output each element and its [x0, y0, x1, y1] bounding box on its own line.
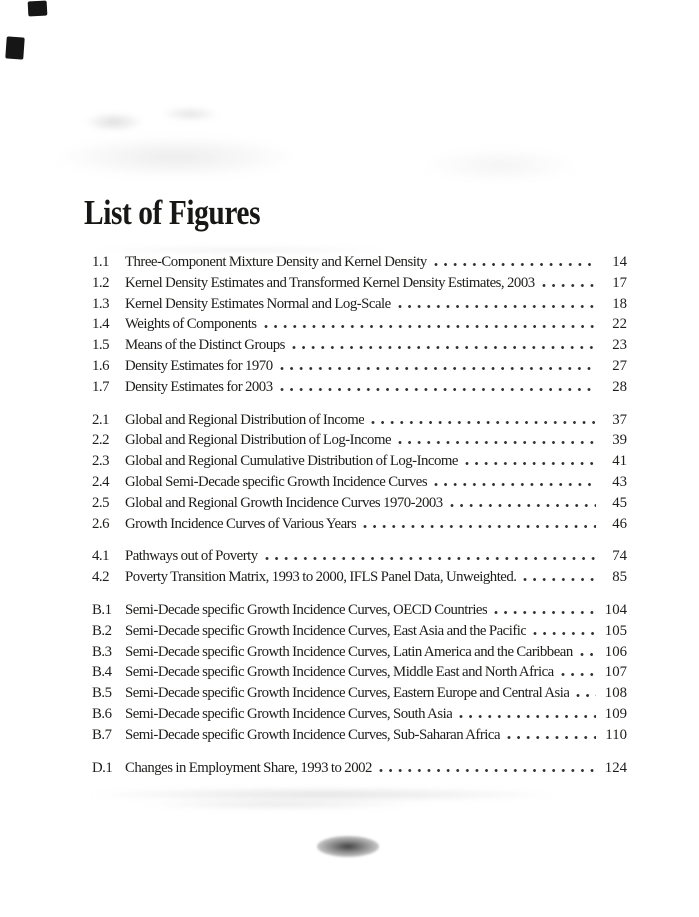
figure-page-number: 46	[612, 515, 627, 532]
figure-number: 2.5	[92, 494, 109, 511]
figure-title: Weights of Components	[125, 316, 257, 333]
figure-entry	[92, 546, 627, 567]
dot-leader	[264, 325, 596, 328]
figure-page-number: 23	[612, 337, 627, 354]
figure-page-number: 18	[612, 295, 627, 312]
dot-leader	[434, 263, 596, 266]
scan-artifact-mark	[28, 1, 48, 17]
figure-group-appendix-D	[92, 758, 627, 779]
figure-page-number: 124	[604, 759, 627, 776]
figure-number: 2.2	[92, 432, 109, 449]
scan-smudge	[88, 787, 558, 802]
figure-number: 1.1	[92, 254, 109, 270]
figure-entry	[92, 567, 627, 588]
figure-number: 1.7	[92, 378, 109, 395]
figure-entry	[92, 493, 627, 514]
figure-number: 2.3	[92, 453, 109, 470]
figure-entry	[92, 335, 627, 356]
figure-title: Means of the Distinct Groups	[125, 337, 285, 354]
figure-entry	[92, 725, 627, 746]
figure-title: Semi-Decade specific Growth Incidence Curves, Sub-Saharan Africa	[125, 726, 501, 743]
page-title: List of Figures	[84, 193, 261, 233]
figure-title: Pathways out of Poverty	[125, 548, 258, 565]
figure-number: 2.4	[92, 473, 109, 490]
figure-number: 2.1	[92, 411, 109, 428]
figure-entry	[92, 683, 627, 704]
dot-leader	[459, 715, 596, 718]
figure-title: Global and Regional Distribution of Log-Income	[125, 432, 392, 449]
figure-entry	[92, 356, 627, 377]
figure-number: 4.2	[92, 569, 109, 586]
figure-entry	[92, 621, 627, 642]
figure-title: Density Estimates for 1970	[125, 357, 273, 374]
figure-entry	[92, 600, 627, 621]
scan-artifact-mark	[5, 36, 24, 59]
figure-group-chapter-1	[92, 252, 627, 398]
figure-title: Kernel Density Estimates and Transformed Kernel Density Estimates, 2003	[125, 274, 535, 291]
scan-smudge	[160, 106, 220, 122]
figure-title: Global and Regional Distribution of Income	[125, 411, 365, 428]
figure-number: B.7	[92, 726, 112, 743]
figure-title: Density Estimates for 2003	[125, 378, 273, 395]
figure-title: Global and Regional Growth Incidence Curves 1970-2003	[125, 494, 443, 511]
figure-title: Global and Regional Cumulative Distribution of Log-Income	[125, 453, 458, 470]
figure-title: Global Semi-Decade specific Growth Incidence Curves	[125, 473, 428, 490]
figure-number: B.5	[92, 685, 112, 702]
figure-page-number: 104	[604, 601, 627, 618]
figure-entry	[92, 294, 627, 315]
figure-number: B.6	[92, 705, 112, 722]
figure-page-number: 41	[612, 453, 627, 470]
figure-page-number: 43	[612, 473, 627, 490]
figure-list	[92, 252, 627, 778]
scan-smudge	[140, 799, 420, 810]
figure-page-number: 85	[612, 569, 627, 586]
dot-leader	[533, 632, 596, 635]
figure-page-number: 39	[612, 432, 627, 449]
figure-page-number: 105	[604, 622, 627, 639]
figure-entry	[92, 430, 627, 451]
dot-leader	[494, 611, 596, 614]
figure-title: Semi-Decade specific Growth Incidence Curves, Middle East and North Africa	[125, 664, 554, 681]
figure-page-number: 22	[612, 316, 627, 333]
dot-leader	[292, 346, 596, 349]
figure-number: B.3	[92, 643, 112, 660]
figure-title: Semi-Decade specific Growth Incidence Curves, Latin America and the Caribbean	[125, 643, 573, 660]
dot-leader	[398, 305, 596, 308]
figure-number: B.4	[92, 664, 112, 681]
figure-page-number: 74	[612, 548, 627, 565]
dot-leader	[363, 525, 596, 528]
figure-group-chapter-2	[92, 410, 627, 535]
figure-number: B.2	[92, 622, 112, 639]
figure-entry	[92, 642, 627, 663]
figure-title: Three-Component Mixture Density and Kernel Density	[125, 254, 427, 270]
dot-leader	[371, 421, 596, 424]
figure-page-number: 109	[604, 705, 627, 722]
figure-entry	[92, 472, 627, 493]
dot-leader	[580, 653, 596, 656]
figure-group-chapter-4	[92, 546, 627, 588]
dot-leader	[576, 694, 596, 697]
dot-leader	[434, 483, 596, 486]
figure-entry	[92, 662, 627, 683]
figure-title: Semi-Decade specific Growth Incidence Curves, East Asia and the Pacific	[125, 622, 527, 639]
figure-entry	[92, 451, 627, 472]
figure-number: 4.1	[92, 548, 109, 565]
scan-smudge	[56, 136, 296, 178]
figure-page-number: 28	[612, 378, 627, 395]
figure-entry	[92, 704, 627, 725]
figure-entry	[92, 314, 627, 335]
figure-page-number: 107	[604, 664, 627, 681]
figure-title: Semi-Decade specific Growth Incidence Curves, South Asia	[125, 705, 453, 722]
dot-leader	[280, 388, 596, 391]
figure-entry	[92, 273, 627, 294]
figure-page-number: 106	[604, 643, 627, 660]
figure-page-number: 108	[604, 685, 627, 702]
dot-leader	[398, 441, 596, 444]
dot-leader	[561, 673, 596, 676]
dot-leader	[465, 462, 596, 465]
scan-smudge	[420, 148, 580, 182]
figure-title: Semi-Decade specific Growth Incidence Curves, Eastern Europe and Central Asia	[125, 685, 570, 702]
dot-leader	[523, 578, 596, 581]
figure-group-appendix-B	[92, 600, 627, 746]
figure-number: 1.6	[92, 357, 109, 374]
figure-page-number: 110	[605, 726, 627, 743]
figure-title: Changes in Employment Share, 1993 to 2002	[125, 759, 372, 776]
figure-number: D.1	[92, 759, 113, 776]
figure-entry	[92, 514, 627, 535]
figure-page-number: 17	[612, 274, 627, 291]
figure-entry	[92, 758, 627, 779]
figure-title: Growth Incidence Curves of Various Years	[125, 515, 357, 532]
figure-entry	[92, 410, 627, 431]
scan-smudge	[317, 836, 379, 857]
figure-entry	[92, 252, 627, 273]
figure-title: Semi-Decade specific Growth Incidence Curves, OECD Countries	[125, 601, 488, 618]
dot-leader	[280, 367, 596, 370]
figure-page-number: 27	[612, 357, 627, 374]
dot-leader	[265, 557, 596, 560]
figure-title: Poverty Transition Matrix, 1993 to 2000, IFLS Panel Data, Unweighted.	[125, 569, 517, 586]
figure-number: 1.2	[92, 274, 109, 291]
figure-page-number: 37	[612, 411, 627, 428]
dot-leader	[542, 284, 596, 287]
dot-leader	[450, 504, 596, 507]
figure-page-number: 14	[612, 254, 627, 270]
figure-number: B.1	[92, 601, 112, 618]
figure-number: 1.3	[92, 295, 109, 312]
figure-page-number: 45	[612, 494, 627, 511]
scan-smudge	[84, 112, 144, 132]
dot-leader	[379, 769, 596, 772]
figure-number: 2.6	[92, 515, 109, 532]
figure-entry	[92, 377, 627, 398]
figure-number: 1.5	[92, 337, 109, 354]
figure-number: 1.4	[92, 316, 109, 333]
figure-title: Kernel Density Estimates Normal and Log-Scale	[125, 295, 391, 312]
dot-leader	[507, 736, 596, 739]
